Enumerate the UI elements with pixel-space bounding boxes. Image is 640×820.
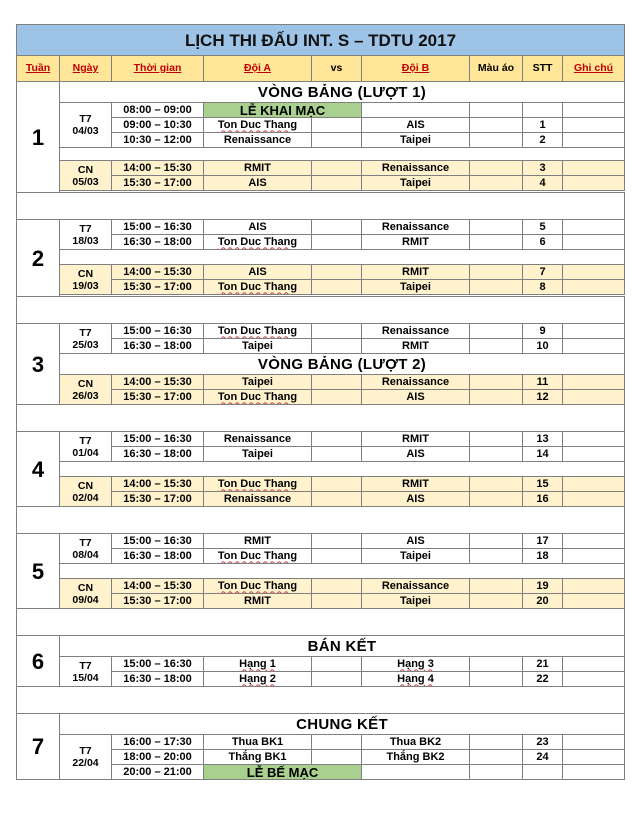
match-day: T7 08/04 bbox=[60, 534, 112, 564]
team-a: AIS bbox=[204, 265, 312, 280]
match-no: 5 bbox=[523, 220, 563, 235]
team-a: RMIT bbox=[204, 161, 312, 176]
match-no: 12 bbox=[523, 390, 563, 405]
table-row bbox=[17, 657, 625, 672]
team-b: AIS bbox=[362, 447, 470, 462]
match-no: 15 bbox=[523, 477, 563, 492]
team-b: AIS bbox=[362, 534, 470, 549]
team-a: Ton Duc Thang bbox=[204, 549, 312, 564]
match-time: 14:00 – 15:30 bbox=[112, 579, 204, 594]
match-time: 15:30 – 17:00 bbox=[112, 594, 204, 609]
match-no: 2 bbox=[523, 133, 563, 148]
team-b: RMIT bbox=[362, 265, 470, 280]
match-time: 16:30 – 18:00 bbox=[112, 549, 204, 564]
week-number: 5 bbox=[17, 534, 60, 609]
header-date: Ngày bbox=[60, 56, 112, 82]
team-a: Thua BK1 bbox=[204, 735, 312, 750]
match-day: T7 01/04 bbox=[60, 432, 112, 462]
match-time: 14:00 – 15:30 bbox=[112, 265, 204, 280]
team-b: Renaissance bbox=[362, 579, 470, 594]
stage-label: CHUNG KẾT bbox=[60, 714, 625, 735]
match-time: 16:30 – 18:00 bbox=[112, 339, 204, 354]
table-row bbox=[17, 579, 625, 594]
team-b: AIS bbox=[362, 390, 470, 405]
match-time: 10:30 – 12:00 bbox=[112, 133, 204, 148]
team-a: Ton Duc Thang bbox=[204, 235, 312, 250]
match-no: 11 bbox=[523, 375, 563, 390]
match-time: 15:00 – 16:30 bbox=[112, 657, 204, 672]
team-b: Hạng 4 bbox=[362, 672, 470, 687]
team-a: AIS bbox=[204, 176, 312, 191]
page-title: LỊCH THI ĐẤU INT. S – TDTU 2017 bbox=[17, 25, 625, 56]
header-jersey: Màu áo bbox=[470, 56, 523, 82]
week-number: 3 bbox=[17, 324, 60, 405]
header-team-b: Đội B bbox=[362, 56, 470, 82]
team-a: Thắng BK1 bbox=[204, 750, 312, 765]
team-b: RMIT bbox=[362, 432, 470, 447]
match-no: 17 bbox=[523, 534, 563, 549]
stage-label: BÁN KẾT bbox=[60, 636, 625, 657]
match-no: 3 bbox=[523, 161, 563, 176]
match-time: 18:00 – 20:00 bbox=[112, 750, 204, 765]
match-time: 15:30 – 17:00 bbox=[112, 492, 204, 507]
week-number: 7 bbox=[17, 714, 60, 780]
match-no: 6 bbox=[523, 235, 563, 250]
team-b: Taipei bbox=[362, 549, 470, 564]
team-a: RMIT bbox=[204, 534, 312, 549]
match-day: T7 18/03 bbox=[60, 220, 112, 250]
match-day: T7 04/03 bbox=[60, 103, 112, 148]
header-note: Ghi chú bbox=[563, 56, 625, 82]
match-no: 9 bbox=[523, 324, 563, 339]
team-a: Hạng 2 bbox=[204, 672, 312, 687]
ceremony-label: LỄ KHAI MẠC bbox=[204, 103, 362, 118]
match-no: 21 bbox=[523, 657, 563, 672]
team-b: Thua BK2 bbox=[362, 735, 470, 750]
team-b: Renaissance bbox=[362, 220, 470, 235]
team-b: Taipei bbox=[362, 280, 470, 295]
table-row bbox=[17, 477, 625, 492]
match-no: 14 bbox=[523, 447, 563, 462]
match-no: 19 bbox=[523, 579, 563, 594]
team-a: Taipei bbox=[204, 375, 312, 390]
table-row bbox=[17, 375, 625, 390]
team-a: Renaissance bbox=[204, 492, 312, 507]
match-no: 8 bbox=[523, 280, 563, 295]
match-day: CN 09/04 bbox=[60, 579, 112, 609]
table-row bbox=[17, 265, 625, 280]
team-a: Renaissance bbox=[204, 432, 312, 447]
header-time: Thời gian bbox=[112, 56, 204, 82]
team-b: Taipei bbox=[362, 594, 470, 609]
match-time: 20:00 – 21:00 bbox=[112, 765, 204, 780]
match-no: 10 bbox=[523, 339, 563, 354]
table-row bbox=[17, 735, 625, 750]
match-no: 23 bbox=[523, 735, 563, 750]
match-time: 16:00 – 17:30 bbox=[112, 735, 204, 750]
team-b: Taipei bbox=[362, 176, 470, 191]
match-time: 15:30 – 17:00 bbox=[112, 176, 204, 191]
schedule-table bbox=[16, 24, 625, 780]
match-time: 14:00 – 15:30 bbox=[112, 375, 204, 390]
match-time: 15:00 – 16:30 bbox=[112, 220, 204, 235]
match-time: 15:30 – 17:00 bbox=[112, 280, 204, 295]
week-number: 4 bbox=[17, 432, 60, 507]
match-day: CN 19/03 bbox=[60, 265, 112, 295]
team-a: Ton Duc Thang bbox=[204, 579, 312, 594]
team-b: RMIT bbox=[362, 477, 470, 492]
ceremony-label: LỄ BẾ MẠC bbox=[204, 765, 362, 780]
match-day: CN 26/03 bbox=[60, 375, 112, 405]
team-a: Ton Duc Thang bbox=[204, 118, 312, 133]
team-a: Taipei bbox=[204, 339, 312, 354]
match-time: 16:30 – 18:00 bbox=[112, 672, 204, 687]
team-a: Ton Duc Thang bbox=[204, 280, 312, 295]
match-time: 14:00 – 15:30 bbox=[112, 161, 204, 176]
header-vs: vs bbox=[312, 56, 362, 82]
table-row bbox=[17, 161, 625, 176]
match-no: 13 bbox=[523, 432, 563, 447]
match-time: 16:30 – 18:00 bbox=[112, 235, 204, 250]
match-day: CN 02/04 bbox=[60, 477, 112, 507]
team-a: Ton Duc Thang bbox=[204, 390, 312, 405]
team-b: Thắng BK2 bbox=[362, 750, 470, 765]
schedule-sheet bbox=[16, 24, 624, 780]
match-time: 15:00 – 16:30 bbox=[112, 324, 204, 339]
match-no: 24 bbox=[523, 750, 563, 765]
header-week: Tuần bbox=[17, 56, 60, 82]
team-a: Taipei bbox=[204, 447, 312, 462]
match-time: 15:30 – 17:00 bbox=[112, 390, 204, 405]
match-time: 15:00 – 16:30 bbox=[112, 432, 204, 447]
team-a: Hạng 1 bbox=[204, 657, 312, 672]
match-time: 08:00 – 09:00 bbox=[112, 103, 204, 118]
match-time: 14:00 – 15:30 bbox=[112, 477, 204, 492]
match-no: 18 bbox=[523, 549, 563, 564]
team-b: AIS bbox=[362, 492, 470, 507]
match-day: T7 25/03 bbox=[60, 324, 112, 354]
match-no: 4 bbox=[523, 176, 563, 191]
team-a: Ton Duc Thang bbox=[204, 324, 312, 339]
match-time: 15:00 – 16:30 bbox=[112, 534, 204, 549]
match-day: T7 22/04 bbox=[60, 735, 112, 780]
stage-label: VÒNG BẢNG (LƯỢT 2) bbox=[60, 354, 625, 375]
match-day: CN 05/03 bbox=[60, 161, 112, 191]
match-time: 16:30 – 18:00 bbox=[112, 447, 204, 462]
match-day: T7 15/04 bbox=[60, 657, 112, 687]
header-no: STT bbox=[523, 56, 563, 82]
team-a: RMIT bbox=[204, 594, 312, 609]
header-team-a: Đội A bbox=[204, 56, 312, 82]
stage-label: VÒNG BẢNG (LƯỢT 1) bbox=[60, 82, 625, 103]
team-a: Ton Duc Thang bbox=[204, 477, 312, 492]
team-a: Renaissance bbox=[204, 133, 312, 148]
team-b: Taipei bbox=[362, 133, 470, 148]
match-no: 22 bbox=[523, 672, 563, 687]
team-b: AIS bbox=[362, 118, 470, 133]
team-a: AIS bbox=[204, 220, 312, 235]
match-no: 16 bbox=[523, 492, 563, 507]
match-time: 09:00 – 10:30 bbox=[112, 118, 204, 133]
team-b: Renaissance bbox=[362, 375, 470, 390]
match-no: 7 bbox=[523, 265, 563, 280]
week-number: 6 bbox=[17, 636, 60, 687]
header-row bbox=[17, 56, 625, 82]
team-b: Hạng 3 bbox=[362, 657, 470, 672]
week-number: 2 bbox=[17, 220, 60, 297]
team-b: Renaissance bbox=[362, 324, 470, 339]
match-no: 1 bbox=[523, 118, 563, 133]
match-no: 20 bbox=[523, 594, 563, 609]
table-row bbox=[17, 103, 625, 118]
team-b: Renaissance bbox=[362, 161, 470, 176]
week-number: 1 bbox=[17, 82, 60, 193]
team-b: RMIT bbox=[362, 339, 470, 354]
team-b: RMIT bbox=[362, 235, 470, 250]
